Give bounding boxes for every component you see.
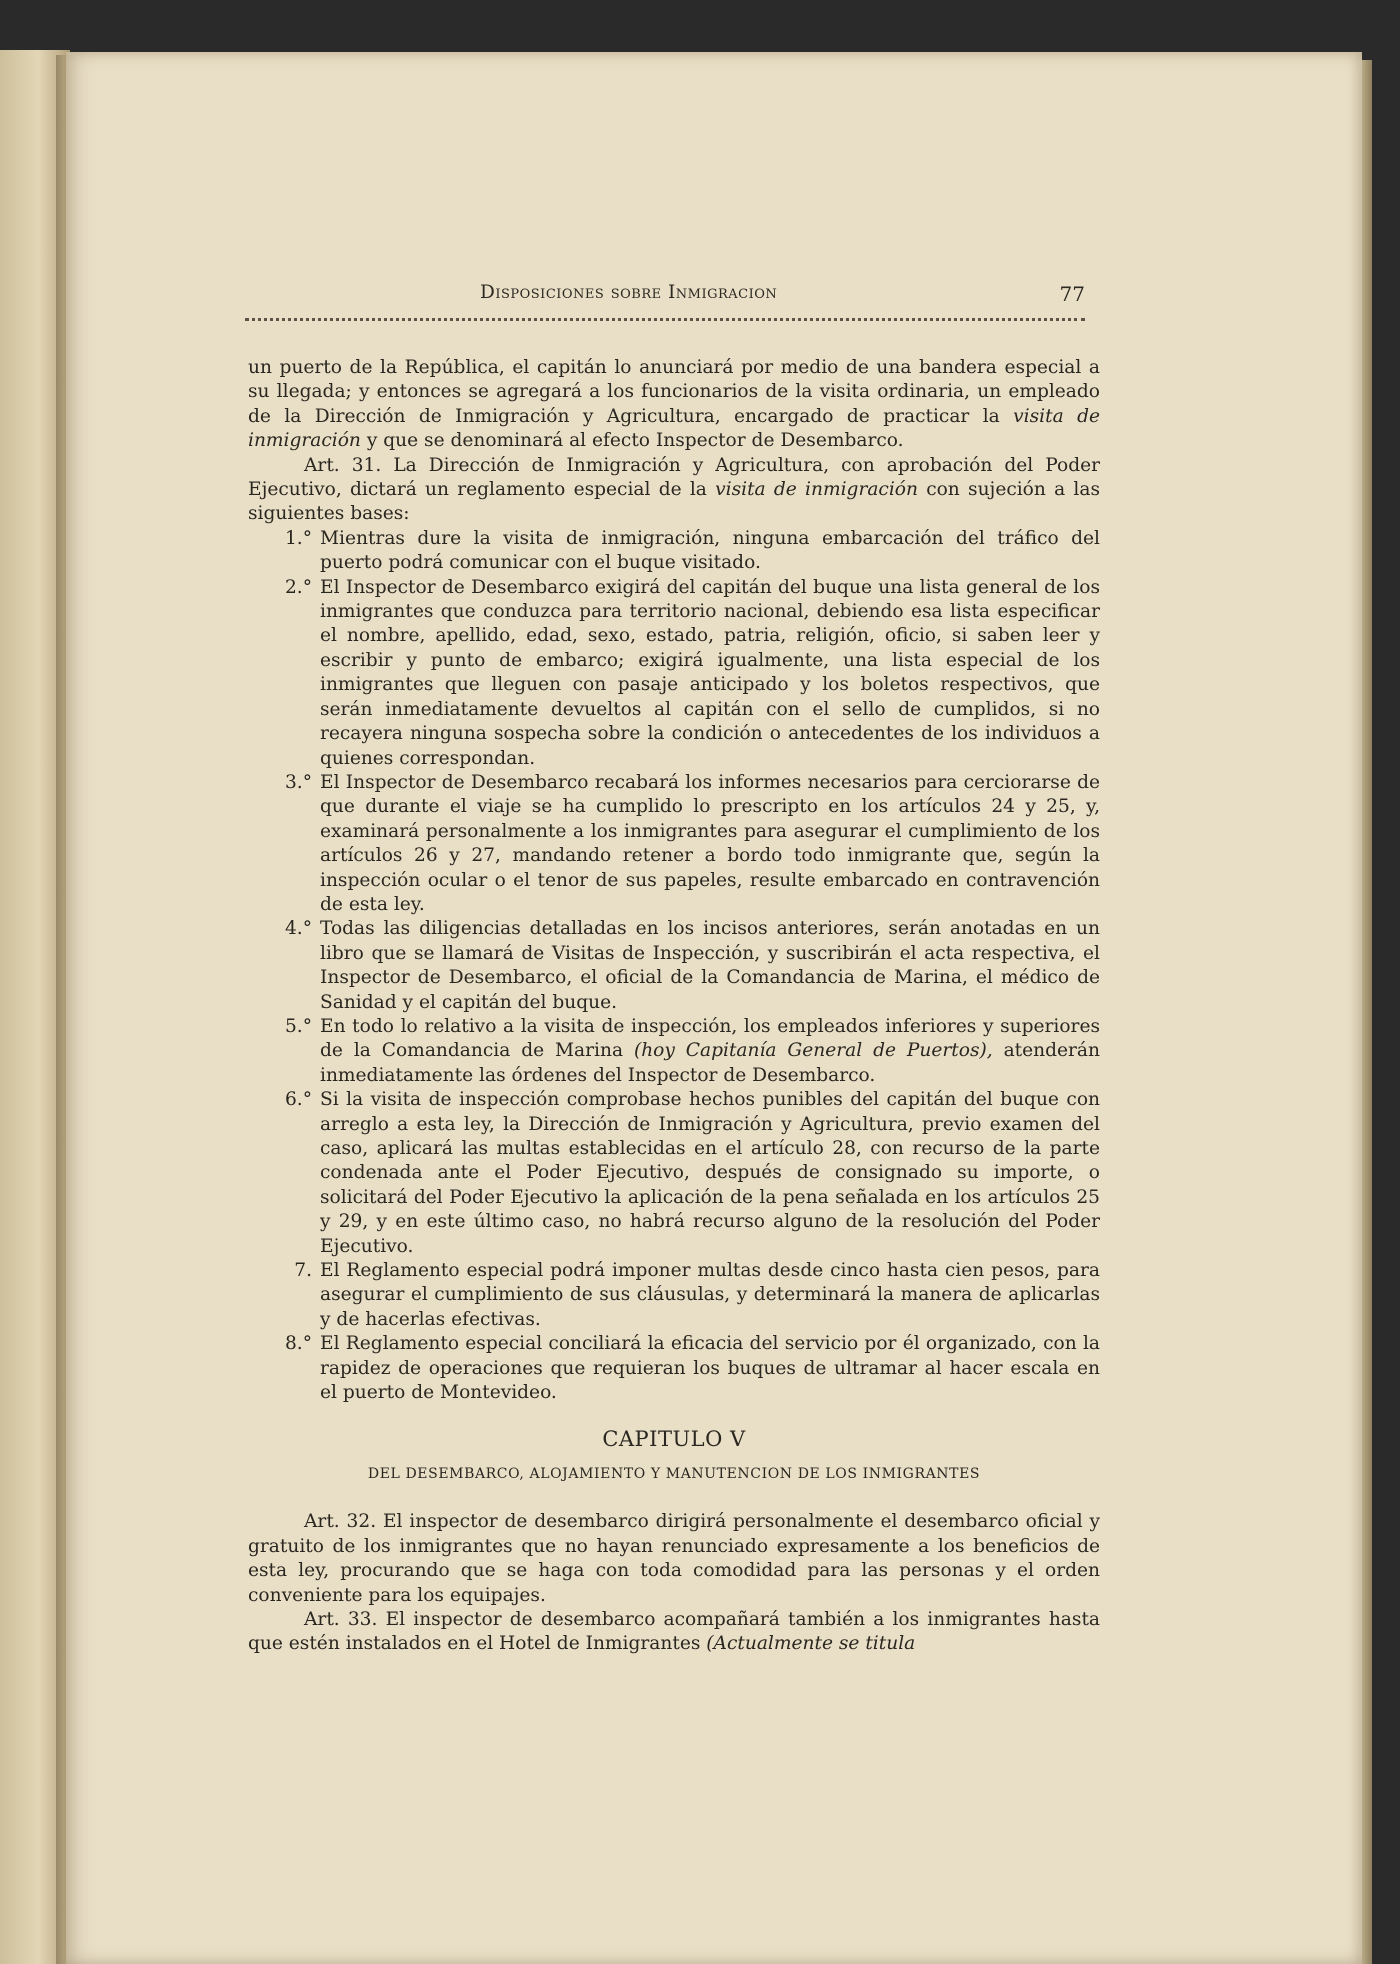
chapter-title: CAPITULO V (602, 1427, 746, 1452)
list-item (248, 1332, 1100, 1405)
header-rule (245, 318, 1085, 321)
item-number: 6.° (284, 1089, 312, 1111)
running-header (245, 282, 1085, 312)
list-item (248, 771, 1100, 917)
item-text: En todo lo relativo a la visita de inspección, los empleados inferiores y superiores de la Comandancia de Marina (hoy Capitanía General de Puertos), atenderán inmediatamente las órdenes del Inspector de Desembarco. (320, 1015, 1100, 1086)
item-text: El Inspector de Desembarco exigirá del capitán del buque una lista general de los inmigrantes que conduzca para territorio nacional, debiendo esa lista especificar el nombre, apellido, edad, sexo, estado, patria, religión, oficio, si saben leer y escribir y punto de embarco; exigirá igualmente, una lista especial de los inmigrantes que lleguen con pasaje anticipado y los boletos respectivos, que serán inmediatamente devueltos al capitán con el sello de cumplidos, si no recayera ninguna sospecha sobre la condición o antecedentes de los individuos a quienes correspondan. (320, 576, 1100, 769)
item-text: Mientras dure la visita de inmigración, ninguna embarcación del tráfico del puerto podrá comunicar con el buque visitado. (320, 527, 1100, 574)
item-text: Si la visita de inspección comprobase hechos punibles del capitán del buque con arreglo a esta ley, la Dirección de Inmigración y Agricultura, previo examen del caso, aplicará las multas establecidas en el artículo 28, con recurso de la parte condenada ante el Poder Ejecutivo, después de consignado su importe, o solicitará del Poder Ejecutivo la aplicación de la pena señalada en los artículos 25 y 29, y en este último caso, no habrá recurso alguno de la resolución del Poder Ejecutivo. (320, 1089, 1100, 1257)
article-33: Art. 33. El inspector de desembarco acompañará también a los inmigrantes hasta que estén instalados en el Hotel de Inmigrantes (Actualmente se titula (248, 1608, 1100, 1655)
list-item (248, 1015, 1100, 1088)
paragraph-intro: un puerto de la República, el capitán lo anunciará por medio de una bandera especial a su llegada; y entonces se agregará a los funcionarios de la visita ordinaria, un empleado de la Dirección de Inmigración y Agricultura, encargado de practicar la visita de inmigración y que se denominará al efecto Inspector de Desembarco. (248, 357, 1100, 452)
list-item (248, 576, 1100, 771)
item-number: 3.° (284, 771, 312, 793)
item-number: 8.° (284, 1333, 312, 1355)
list-item (248, 527, 1100, 576)
page-stack-edge (1362, 60, 1372, 1964)
list-item (248, 1259, 1100, 1332)
page-number: 77 (1059, 282, 1085, 306)
article-31: Art. 31. La Dirección de Inmigración y Agricultura, con aprobación del Poder Ejecutivo, dictará un reglamento especial de la visita de inmigración con sujeción a las siguientes bases: (248, 454, 1101, 525)
page-body (248, 356, 1100, 1657)
item-text: El Reglamento especial conciliará la eficacia del servicio por él organizado, con la rapidez de operaciones que requieran los buques de ultramar al hacer escala en el puerto de Montevideo. (320, 1333, 1100, 1404)
article-32: Art. 32. El inspector de desembarco dirigirá personalmente el desembarco oficial y gratuito de los inmigrantes que no hayan renunciado expresamente a los beneficios de esta ley, procurando que se haga con toda comodidad para las personas y el orden conveniente para los equipajes. (248, 1511, 1100, 1606)
list-item (248, 917, 1100, 1015)
book-gutter (56, 55, 78, 1964)
item-text: El Reglamento especial podrá imponer multas desde cinco hasta cien pesos, para asegurar el cumplimiento de sus cláusulas, y determinará la manera de aplicarlas y de hacerlas efectivas. (320, 1260, 1100, 1330)
item-number: 2.° (284, 576, 312, 598)
running-title: Disposiciones sobre Inmigracion (480, 282, 778, 303)
item-number: 1.° (284, 527, 312, 549)
item-text: Todas las diligencias detalladas en los incisos anteriores, serán anotadas en un libro que se llamará de Visitas de Inspección, y suscribirán el acta respectiva, el Inspector de Desembarco, el oficial de la Comandancia de Marina, el médico de Sanidad y el capitán del buque. (320, 918, 1100, 1013)
chapter-subtitle: DEL DESEMBARCO, ALOJAMIENTO Y MANUTENCION DE LOS INMIGRANTES (367, 1465, 981, 1482)
item-number: 4.° (284, 918, 312, 940)
item-number: 5.° (284, 1015, 312, 1037)
list-item (248, 1088, 1100, 1259)
item-text: El Inspector de Desembarco recabará los informes necesarios para cerciorarse de que durante el viaje se ha cumplido lo prescripto en los artículos 24 y 25, y, examinará personalmente a los inmigrantes para asegurar el cumplimiento de los artículos 26 y 27, mandando retener a bordo todo inmigrante que, según la inspección ocular o el tenor de sus papeles, resulte embarcado en contravención de esta ley. (320, 771, 1100, 915)
item-number: 7. (294, 1260, 312, 1282)
